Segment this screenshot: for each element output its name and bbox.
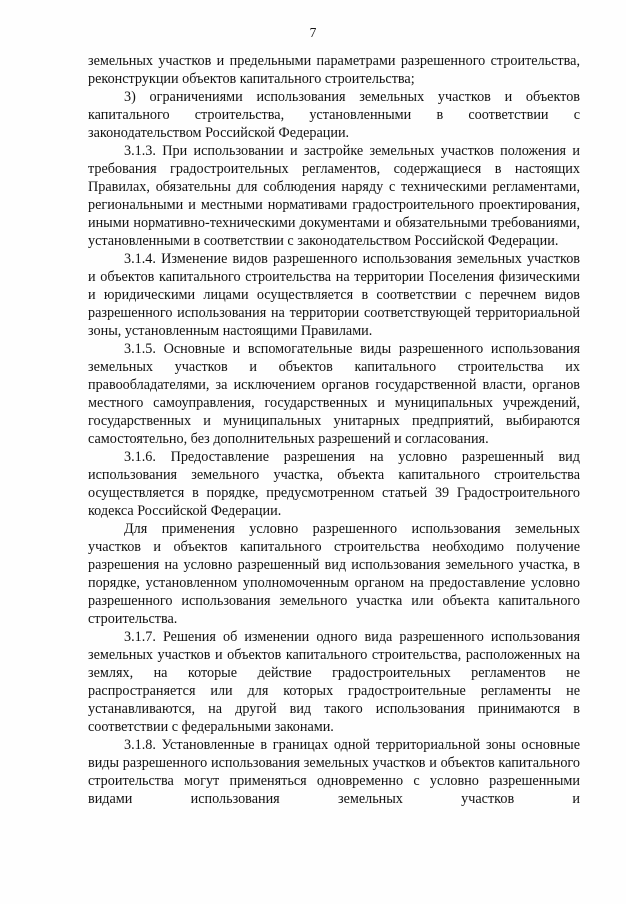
page-number: 7 xyxy=(309,25,317,40)
paragraph-continuation: земельных участков и предельными параметрами разрешенного строительства, реконструкции объектов капитального строительства; xyxy=(88,53,580,87)
paragraph-3-1-7: 3.1.7. Решения об изменении одного вида разрешенного использования земельных участков и объектов капитального строительства, расположенных на землях, на которые действие градостроительных регламентов не распространяется или для которых градостроительные регламенты не устанавливаются, на другой вид такого использования принимаются в соответствии с федеральными законами. xyxy=(88,629,580,735)
body-text xyxy=(88,52,580,808)
paragraph-3-1-4: 3.1.4. Изменение видов разрешенного использования земельных участков и объектов капитального строительства на территории Поселения физическими и юридическими лицами осуществляется в соответствии с перечнем видов разрешенного использования на территории соответствующей территориальной зоны, установленным настоящими Правилами. xyxy=(88,251,580,339)
paragraph-3-1-5: 3.1.5. Основные и вспомогательные виды разрешенного использования земельных участков и объектов капитального строительства их правообладателями, за исключением органов государственной власти, органов местного самоуправления, государственных и муниципальных учреждений, государственных и муниципальных унитарных предприятий, выбираются самостоятельно, без дополнительных разрешений и согласования. xyxy=(88,341,580,447)
paragraph-3-1-3: 3.1.3. При использовании и застройке земельных участков положения и требования градостроительных регламентов, содержащиеся в настоящих Правилах, обязательны для соблюдения наряду с техническими регламентами, региональными и местными нормативами градостроительного проектирования, иными нормативно-техническими документами и обязательными требованиями, установленными в соответствии с законодательством Российской Федерации. xyxy=(88,143,580,249)
paragraph-3-1-6-application: Для применения условно разрешенного использования земельных участков и объектов капитального строительства необходимо получение разрешения на условно разрешенный вид использования земельного участка, в порядке, установленном уполномоченным органом на предоставление условно разрешенного использования земельного участка или объекта капитального строительства. xyxy=(88,521,580,627)
paragraph-3-1-8: 3.1.8. Установленные в границах одной территориальной зоны основные виды разрешенного использования земельных участков и объектов капитального строительства могут применяться одновременно с условно разрешенными видами использования земельных участков и xyxy=(88,737,580,807)
paragraph-item-3: 3) ограничениями использования земельных участков и объектов капитального строительства, установленными в соответствии с законодательством Российской Федерации. xyxy=(88,89,580,141)
paragraph-3-1-6: 3.1.6. Предоставление разрешения на условно разрешенный вид использования земельного участка, объекта капитального строительства осуществляется в порядке, предусмотренном статьей 39 Градостроительного кодекса Российской Федерации. xyxy=(88,449,580,519)
